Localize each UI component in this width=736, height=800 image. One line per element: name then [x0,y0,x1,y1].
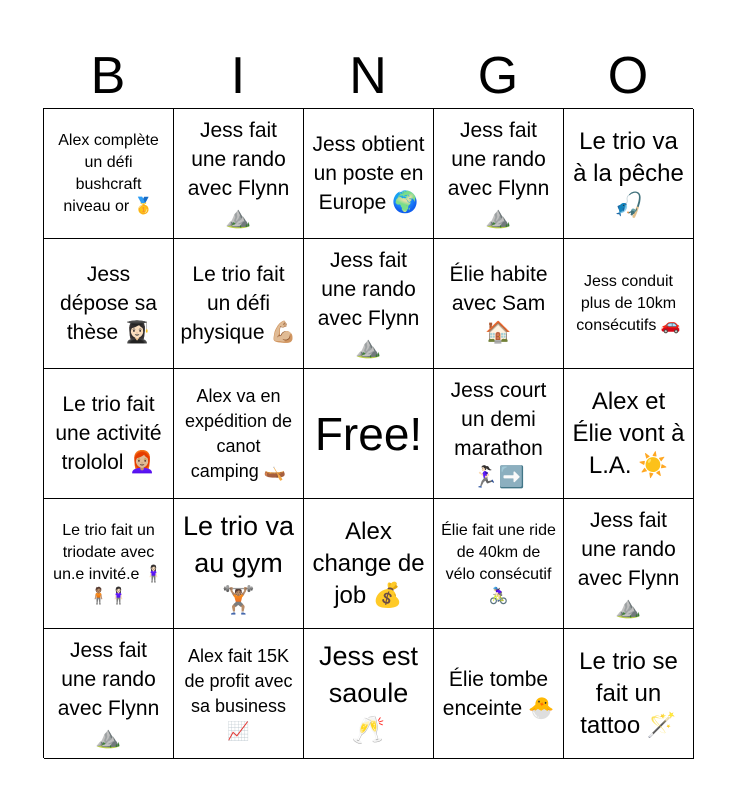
bingo-cell-r3c5[interactable] [564,369,694,499]
bingo-cell-r5c1[interactable] [44,629,174,759]
cell-text: Jess est saoule 🥂 [318,641,419,745]
cell-text: Jess fait une rando avec Flynn ⛰️ [57,638,160,749]
cell-text: Le trio va à la pêche 🎣 [573,127,684,219]
header-letter-b: B [90,47,126,105]
header-letter-i: I [230,47,246,105]
bingo-cell-free[interactable] [304,369,434,499]
bingo-cell-r2c5[interactable] [564,239,694,369]
cell-text: Alex va en expédition de canot camping 🛶 [184,385,293,481]
cell-text: Élie fait une ride de 40km de vélo consécutif 🚴🏻‍♀️ [441,521,556,605]
cell-text: Jess fait une rando avec Flynn ⛰️ [187,118,290,229]
bingo-cell-r2c3[interactable] [304,239,434,369]
cell-text: Le trio fait une activité trololol 👩🏼‍🦰 [55,393,162,474]
bingo-cell-r3c2[interactable] [174,369,304,499]
bingo-cell-r5c4[interactable] [434,629,564,759]
cell-text: Élie habite avec Sam 🏠 [449,263,548,344]
bingo-cell-r1c4[interactable] [434,109,564,239]
bingo-cell-r5c2[interactable] [174,629,304,759]
cell-text: Jess court un demi marathon 🏃🏻‍♀️➡️ [450,378,547,489]
cell-text: Le trio va au gym 🏋🏽 [182,511,295,615]
bingo-cell-r3c1[interactable] [44,369,174,499]
bingo-cell-r3c4[interactable] [434,369,564,499]
bingo-cell-r2c2[interactable] [174,239,304,369]
bingo-cell-r4c5[interactable] [564,499,694,629]
cell-text: Alex et Élie vont à L.A. ☀️ [572,387,685,479]
bingo-cell-r4c3[interactable] [304,499,434,629]
cell-text: Élie tombe enceinte 🐣 [442,667,555,720]
bingo-cell-r4c4[interactable] [434,499,564,629]
cell-text: Alex change de job 💰 [312,517,425,609]
cell-text: Le trio fait un défi physique 💪🏼 [180,263,297,344]
bingo-cell-r4c1[interactable] [44,499,174,629]
bingo-cell-r4c2[interactable] [174,499,304,629]
cell-text: Alex fait 15K de profit avec sa business 📈 [184,645,293,741]
free-space-label: Free! [314,407,423,460]
bingo-cell-r2c1[interactable] [44,239,174,369]
header-letter-n: N [349,47,387,105]
header-letter-g: G [477,47,519,105]
cell-text: Jess conduit plus de 10km consécutifs 🚗 [576,272,681,334]
cell-text: Jess fait une rando avec Flynn ⛰️ [447,118,550,229]
bingo-cell-r1c5[interactable] [564,109,694,239]
bingo-cell-r1c1[interactable] [44,109,174,239]
bingo-cell-r1c2[interactable] [174,109,304,239]
bingo-header [43,44,693,108]
cell-text: Jess dépose sa thèse 👩🏻‍🎓 [60,263,157,344]
bingo-cell-r5c3[interactable] [304,629,434,759]
cell-text: Jess fait une rando avec Flynn ⛰️ [577,508,680,619]
bingo-cell-r2c4[interactable] [434,239,564,369]
bingo-cell-r1c3[interactable] [304,109,434,239]
cell-text: Le trio fait un triodate avec un.e invité.e 🧍🏻‍♀️🧍🏽🧍🏻‍♀️ [53,521,164,605]
bingo-cell-r5c5[interactable] [564,629,694,759]
cell-text: Jess obtient un poste en Europe 🌍 [312,133,425,214]
bingo-grid [43,108,693,758]
cell-text: Jess fait une rando avec Flynn ⛰️ [317,248,420,359]
cell-text: Le trio se fait un tattoo 🪄 [579,647,678,739]
header-letter-o: O [607,47,649,105]
cell-text: Alex complète un défi bushcraft niveau or 🥇 [58,131,159,215]
